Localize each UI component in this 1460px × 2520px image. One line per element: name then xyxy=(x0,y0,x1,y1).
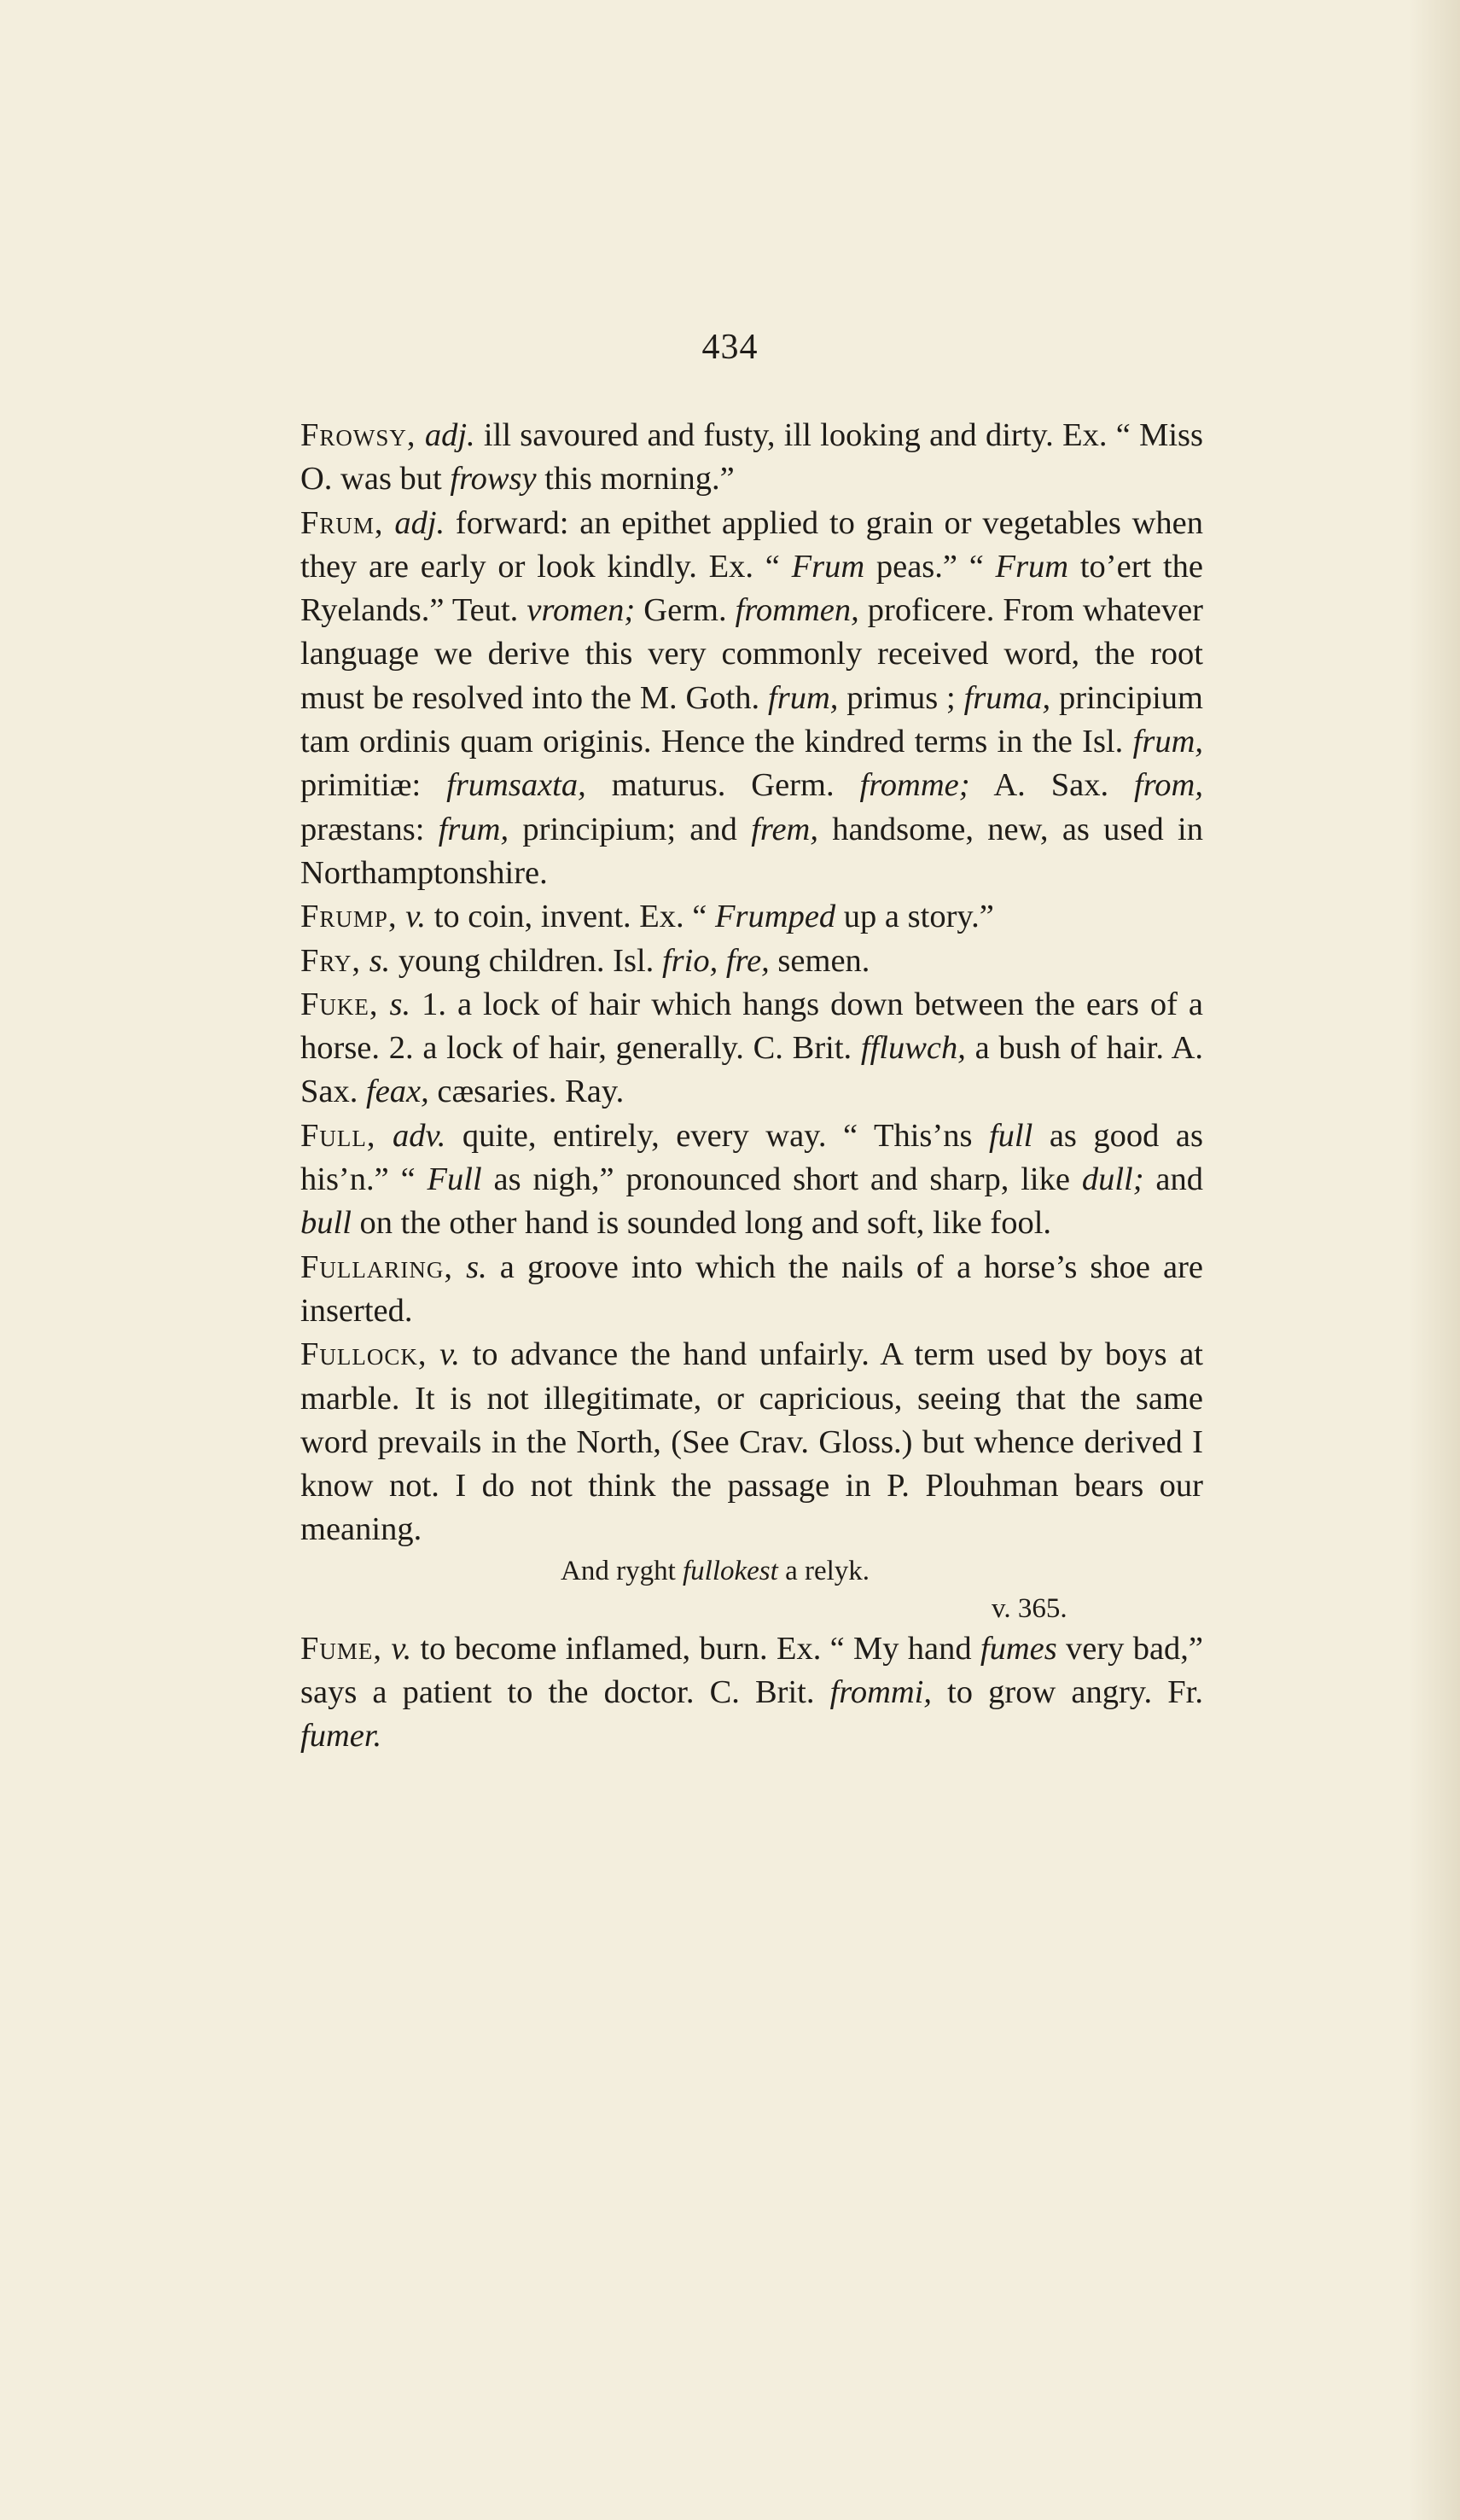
italic-term: fumer. xyxy=(300,1718,382,1755)
glossary-text xyxy=(300,414,1203,1759)
italic-term: bull xyxy=(300,1205,352,1242)
text-run: peas.” “ xyxy=(864,548,996,585)
headword: Fume, xyxy=(300,1630,383,1667)
italic-term: full xyxy=(988,1117,1033,1154)
part-of-speech: v. xyxy=(391,1630,412,1667)
text-run: ill savoured and fusty, ill looking and dirty. Ex. “ Miss O. was but xyxy=(300,417,1203,498)
italic-term: Frum xyxy=(791,548,865,585)
entry-fuke xyxy=(300,983,1203,1115)
entry-definition xyxy=(300,1246,1203,1334)
text-run: a relyk. xyxy=(777,1555,870,1586)
text-run: principium; and xyxy=(509,811,752,847)
text-run: a bush of hair. A. Sax. xyxy=(300,1030,1203,1110)
entry-frum xyxy=(300,502,1203,896)
italic-term: dull; xyxy=(1081,1161,1144,1198)
entry-full xyxy=(300,1115,1203,1246)
italic-term: Frumped xyxy=(715,899,836,935)
text-run: maturus. Germ. xyxy=(585,767,860,804)
entry-definition xyxy=(300,414,1203,502)
italic-term: fromme; xyxy=(859,767,970,804)
text-run: primitiæ: xyxy=(300,767,447,804)
headword: Fry, xyxy=(300,942,362,979)
entry-definition xyxy=(300,1627,1203,1759)
text-run: forward: an epithet applied to grain or vegetables when they are early or look kindly. Ex. “ xyxy=(300,504,1203,585)
part-of-speech: v. xyxy=(439,1336,460,1373)
headword: Fullaring, xyxy=(300,1248,454,1285)
text-run: cæsaries. Ray. xyxy=(428,1074,625,1110)
text-run: as nigh,” pronounced short and sharp, like xyxy=(481,1161,1082,1198)
text-run: to grow angry. Fr. xyxy=(932,1674,1203,1711)
entry-definition xyxy=(300,1115,1203,1246)
text-run: up a story.” xyxy=(835,899,994,935)
italic-term: from, xyxy=(1134,767,1203,804)
text-run: a groove into which the nails of a horse’s shoe are inserted. xyxy=(300,1248,1204,1329)
page-edge-shading xyxy=(1409,0,1460,2520)
headword: Fuke, xyxy=(300,986,379,1022)
text-run: handsome, new, as used in Northamptonshire. xyxy=(300,811,1203,891)
entry-frump xyxy=(300,895,1203,939)
italic-term: frommi, xyxy=(829,1674,933,1711)
italic-term: frum, xyxy=(1132,724,1203,760)
entry-fullock xyxy=(300,1333,1203,1627)
text-run: semen. xyxy=(769,942,870,979)
text-run: this morning.” xyxy=(536,461,735,498)
text-run xyxy=(718,943,726,979)
page-number: 434 xyxy=(701,328,759,367)
text-run: A. Sax. xyxy=(969,767,1135,804)
text-run: on the other hand is sounded long and soft, like fool. xyxy=(351,1205,1052,1242)
part-of-speech: adj. xyxy=(394,504,445,541)
text-run: to advance the hand unfairly. A term used by boys at marble. It is not illegitimate, or capricious, seeing that the same word prevails in the North, (See Crav. Gloss.) but whence derived I know not. I do not think the passage in P. Plouhman bears our meaning. xyxy=(300,1336,1204,1548)
italic-term: Frum xyxy=(995,548,1069,585)
headword: Fullock, xyxy=(300,1336,428,1373)
text-run: young children. Isl. xyxy=(390,942,662,979)
entry-fume xyxy=(300,1627,1203,1759)
italic-term: frumsaxta, xyxy=(446,767,586,804)
italic-term: fumes xyxy=(980,1630,1057,1667)
text-run: to’ert the Ryelands.” Teut. xyxy=(300,548,1203,629)
quotation xyxy=(300,1552,1203,1590)
italic-term: Full xyxy=(427,1161,482,1198)
entry-definition xyxy=(300,940,1203,983)
text-run: 1. a lock of hair which hangs down between the ears of a horse. 2. a lock of hair, generally. C. Brit. xyxy=(300,986,1203,1067)
part-of-speech: v. xyxy=(405,899,427,935)
entry-definition xyxy=(300,1333,1203,1551)
italic-term: frio, xyxy=(661,942,718,979)
italic-term: vromen; xyxy=(526,592,636,629)
entry-definition xyxy=(300,895,1203,939)
part-of-speech: s. xyxy=(466,1248,487,1285)
headword: Full, xyxy=(300,1117,376,1154)
italic-term: frum, xyxy=(768,679,839,716)
italic-term: frowsy xyxy=(450,461,537,498)
italic-term: frum, xyxy=(438,811,509,847)
part-of-speech: s. xyxy=(389,986,411,1022)
italic-term: frem, xyxy=(751,811,818,847)
headword: Frowsy, xyxy=(300,417,416,453)
headword: Frump, xyxy=(300,899,398,935)
text-run: as good as his’n.” “ xyxy=(300,1117,1203,1198)
italic-term: fruma, xyxy=(963,679,1051,716)
part-of-speech: adj. xyxy=(424,417,475,453)
text-run: principium tam ordinis quam originis. Hence the kindred terms in the Isl. xyxy=(300,679,1203,760)
text-run: quite, entirely, every way. “ This’ns xyxy=(445,1117,989,1154)
italic-term: fre, xyxy=(725,942,770,979)
italic-term: ffluwch, xyxy=(860,1030,966,1067)
text-run: to become inflamed, burn. Ex. “ My hand xyxy=(411,1630,980,1667)
text-run: proficere. From whatever language we derive this very commonly received word, the root must be resolved into the M. Goth. xyxy=(300,592,1203,716)
text-run: to coin, invent. Ex. “ xyxy=(426,899,716,935)
text-run: Germ. xyxy=(635,592,736,629)
headword: Frum, xyxy=(300,504,384,541)
text-run: primus ; xyxy=(838,679,964,716)
part-of-speech: s. xyxy=(369,942,391,979)
entry-fullaring xyxy=(300,1246,1203,1334)
text-run: præstans: xyxy=(300,811,439,847)
italic-term: frommen, xyxy=(735,592,859,629)
italic-term: fullokest xyxy=(683,1555,778,1586)
entry-definition xyxy=(300,502,1203,896)
entry-fry xyxy=(300,940,1203,983)
entry-definition xyxy=(300,983,1203,1115)
italic-term: feax, xyxy=(366,1074,429,1110)
entry-frowsy xyxy=(300,414,1203,502)
quotation-reference: v. 365. xyxy=(992,1592,1067,1624)
text-run: and xyxy=(1143,1161,1203,1198)
text-run: very bad,” says a patient to the doctor. C. Brit. xyxy=(300,1630,1203,1711)
part-of-speech: adv. xyxy=(393,1117,446,1154)
text-run: And ryght xyxy=(561,1555,683,1586)
